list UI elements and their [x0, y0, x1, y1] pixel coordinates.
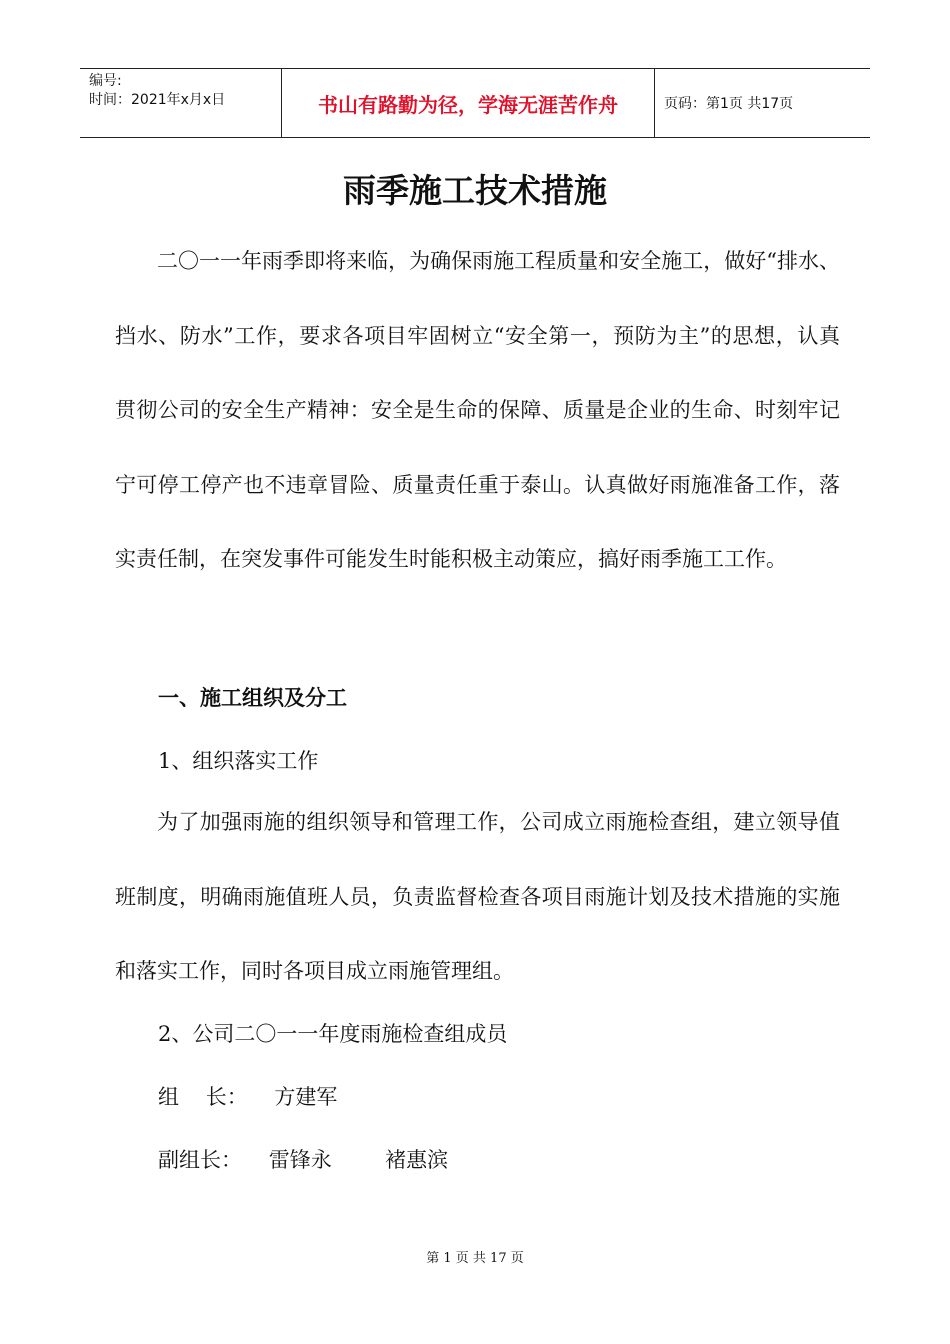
page-footer: 第 1 页 共 17 页 [426, 1251, 524, 1266]
deputy-line: 副组长： 雷锋永 褚惠滨 [158, 1148, 449, 1172]
item-heading: 2、公司二〇一一年度雨施检查组成员 [158, 1022, 508, 1046]
document-title: 雨季施工技术措施 [343, 171, 607, 210]
header-divider [654, 69, 655, 137]
document-header [80, 68, 870, 138]
header-page-info: 页码：第1页 共17页 [664, 96, 794, 112]
header-motto: 书山有路勤为径，学海无涯苦作舟 [318, 92, 618, 117]
leader-line: 组 长： 方建军 [158, 1085, 338, 1109]
header-meta-cell [80, 69, 280, 137]
section-heading: 一、施工组织及分工 [158, 685, 347, 710]
time-label: 时间：2021年x月x日 [89, 92, 226, 108]
item1-paragraph: 为了加强雨施的组织领导和管理工作，公司成立雨施检查组，建立领导值班制度，明确雨施值班人员，负责监督检查各项目雨施计划及技术措施的实施和落实工作，同时各项目成立雨施管理组。 [115, 810, 840, 983]
intro-paragraph: 二〇一一年雨季即将来临，为确保雨施工程质量和安全施工，做好“排水、挡水、防水”工作，要求各项目牢固树立“安全第一，预防为主”的思想，认真贯彻公司的安全生产精神：安全是生命的保障、质量是企业的生命、时刻牢记宁可停工停产也不违章冒险、质量责任重于泰山。认真做好雨施准备工作，落实责任制，在突发事件可能发生时能积极主动策应，搞好雨季施工工作。 [115, 249, 840, 571]
number-label: 编号: [89, 73, 122, 89]
item-heading: 1、组织落实工作 [158, 749, 319, 773]
